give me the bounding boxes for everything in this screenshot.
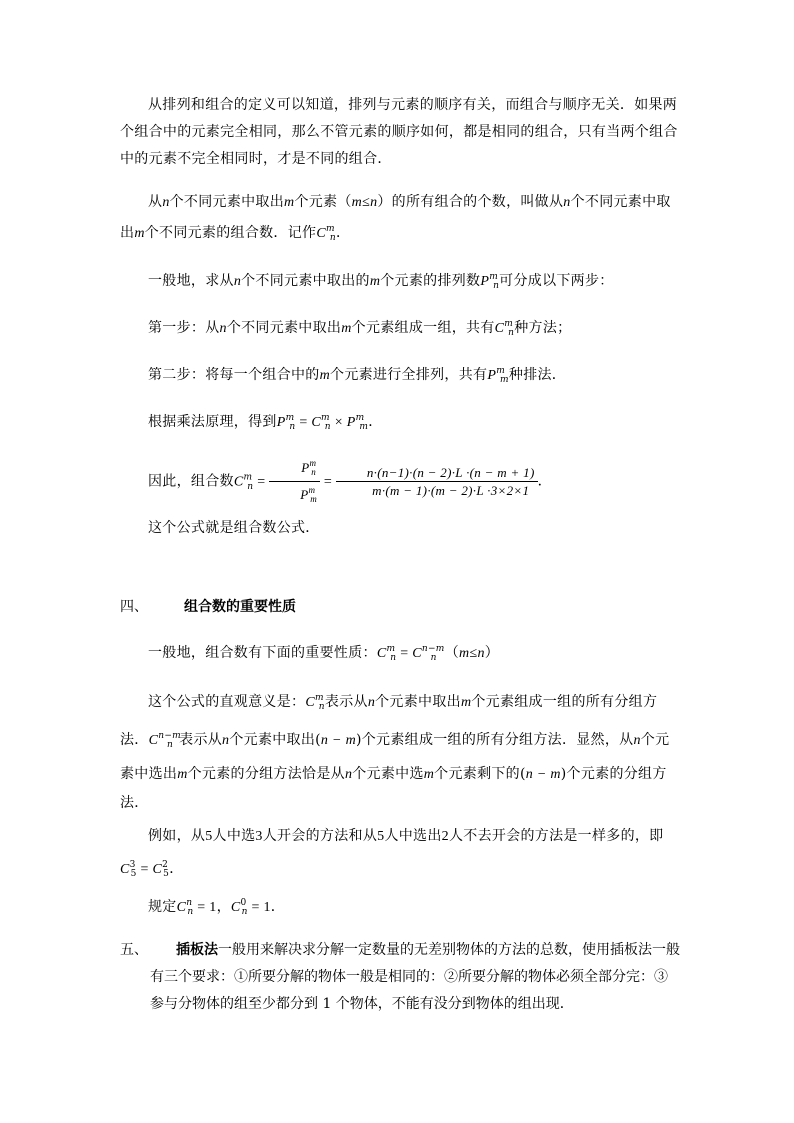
paragraph-combination-formula: 因此，组合数$C^m_n$ = $\frac{P^m_n}{P^m_m}$ = $\frac{n\cdot(n-1)\cdot(n - 2)\cdot L \cdot(n - m + 1)}{m\cdot(m - 1)\cdot(m - 2)\cdot L \cdot 3\times 2\times 1}$ ． — [120, 455, 680, 508]
fraction-product-formula: $\frac{n\cdot(n-1)\cdot(n - 2)\cdot L \cdot(n - m + 1)}{m\cdot(m - 1)\cdot(m - 2)\cdot L \cdot 3\times 2\times 1}$ — [336, 464, 538, 499]
paragraph-two-steps-intro: 一般地，求从n个不同元素中取出的m个元素的排列数$P^m_n$可分成以下两步： — [148, 272, 614, 291]
section-heading-four: 四、 组合数的重要性质 — [120, 599, 296, 615]
paragraph-definition-difference: 从排列和组合的定义可以知道，排列与元素的顺序有关，而组合与顺序无关．如果两个组合中的元素完全相同，那么不管元素的顺序如何，都是相同的组合，只有当两个组合中的元素不完全相同时，才是不同的组合． — [120, 97, 678, 167]
paragraph-example: 例如，从5人中选3人开会的方法和从5人中选出2人不去开会的方法是一样多的，即$C^3_5 = C^2_5$． — [120, 828, 664, 879]
paragraph-convention: 规定$C^n_n = 1$，$C^0_n = 1$． — [148, 898, 286, 917]
paragraph-step-two: 第二步：将每一个组合中的m个元素进行全排列，共有$P^m_m$种排法． — [148, 366, 567, 385]
paragraph-important-property: 一般地，组合数有下面的重要性质：$C^m_n = C^{n-m}_n$ （m≤n） — [148, 644, 500, 663]
section-five: 五、 插板法一般用来解决求分解一定数量的无差别物体的方法的总数，使用插板法一般有三个要求：①所要分解的物体一般是相同的：②所要分解的物体必须全部分完：③参与分物体的组至少都分到 1 个物体，不能有没分到物体的组出现． — [120, 937, 680, 1018]
paragraph-multiplication-rule: 根据乘法原理，得到$P^m_n = C^m_n \times P^m_m$． — [148, 413, 383, 432]
paragraph-intuitive-meaning: 这个公式的直观意义是：$C^m_n$表示从n个元素中取出m个元素组成一组的所有分组方法．$C^{n-m}_n$ 表示从n个元素中取出(n − m)个元素组成一组的所有分组方法．显然，从n个元素中选出m个元素的分组方法恰是从n个元素中选m个元素剩下的(n − m)个元素的分组方法． — [120, 693, 670, 811]
section-five-term: 插板法 — [176, 942, 218, 958]
paragraph-combination-number-definition: 从n个不同元素中取出m个元素（m≤n）的所有组合的个数，叫做从n个不同元素中取出m个不同元素的组合数．记作$C^m_n$． — [120, 194, 671, 243]
fraction-p-over-p: $\frac{P^m_n}{P^m_m}$ — [269, 455, 320, 508]
paragraph-formula-note: 这个公式就是组合数公式． — [148, 520, 320, 536]
section-five-number: 五、 — [120, 942, 148, 958]
paragraph-step-one: 第一步：从n个不同元素中取出m个元素组成一组，共有$C^m_n$种方法； — [148, 319, 572, 338]
